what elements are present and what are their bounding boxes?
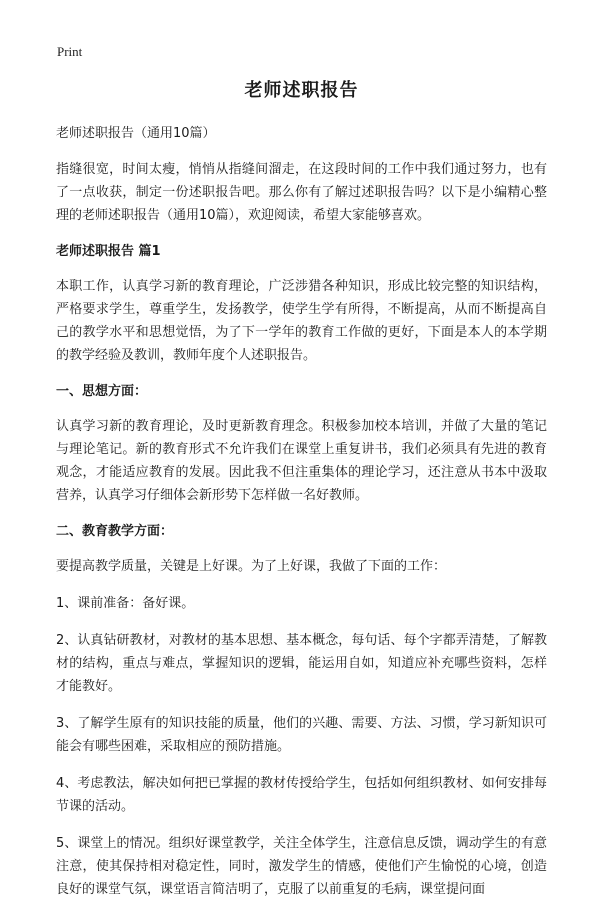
heading-thought: 一、思想方面： <box>56 384 148 399</box>
document-body <box>56 78 547 915</box>
list-item-3: 3、了解学生原有的知识技能的质量，他们的兴趣、需要、方法、习惯，学习新知识可能会有哪些困难，采取相应的预防措施。 <box>56 716 547 754</box>
document-subtitle: 老师述职报告（通用10篇） <box>56 126 216 141</box>
intro-paragraph: 指缝很宽，时间太瘦，悄悄从指缝间溜走，在这段时间的工作中我们通过努力，也有了一点收获，制定一份述职报告吧。那么你有了解过述职报告吗？以下是小编精心整理的老师述职报告（通用10篇），欢迎阅读，希望大家能够喜欢。 <box>56 162 547 223</box>
section-intro-paragraph: 本职工作，认真学习新的教育理论，广泛涉猎各种知识，形成比较完整的知识结构，严格要求学生，尊重学生，发扬教学，使学生学有所得，不断提高，从而不断提高自己的教学水平和思想觉悟，为了下一学年的教育工作做的更好，下面是本人的本学期的教学经验及教训，教师年度个人述职报告。 <box>56 279 547 363</box>
list-item-2: 2、认真钻研教材，对教材的基本思想、基本概念，每句话、每个字都弄清楚，了解教材的结构，重点与难点，掌握知识的逻辑，能运用自如，知道应补充哪些资料，怎样才能教好。 <box>56 633 547 694</box>
heading-teaching: 二、教育教学方面： <box>56 524 174 539</box>
teaching-paragraph: 要提高教学质量，关键是上好课。为了上好课，我做了下面的工作： <box>56 559 447 574</box>
print-link[interactable]: Print <box>57 44 83 59</box>
list-item-1: 1、课前准备：备好课。 <box>56 596 195 611</box>
section-title: 老师述职报告 篇1 <box>56 244 161 259</box>
page-title: 老师述职报告 <box>244 80 359 101</box>
list-item-5: 5、课堂上的情况。组织好课堂教学，关注全体学生，注意信息反馈，调动学生的有意注意，使其保持相对稳定性，同时，激发学生的情感，使他们产生愉悦的心境，创造良好的课堂气氛，课堂语言简洁明了，克服了以前重复的毛病，课堂提问面 <box>56 836 547 897</box>
list-item-4: 4、考虑教法，解决如何把已掌握的教材传授给学生，包括如何组织教材、如何安排每节课的活动。 <box>56 776 547 814</box>
thought-paragraph: 认真学习新的教育理论，及时更新教育理念。积极参加校本培训，并做了大量的笔记与理论笔记。新的教育形式不允许我们在课堂上重复讲书，我们必须具有先进的教育观念，才能适应教育的发展。因此我不但注重集体的理论学习，还注意从书本中汲取营养，认真学习仔细体会新形势下怎样做一名好教师。 <box>56 419 547 503</box>
